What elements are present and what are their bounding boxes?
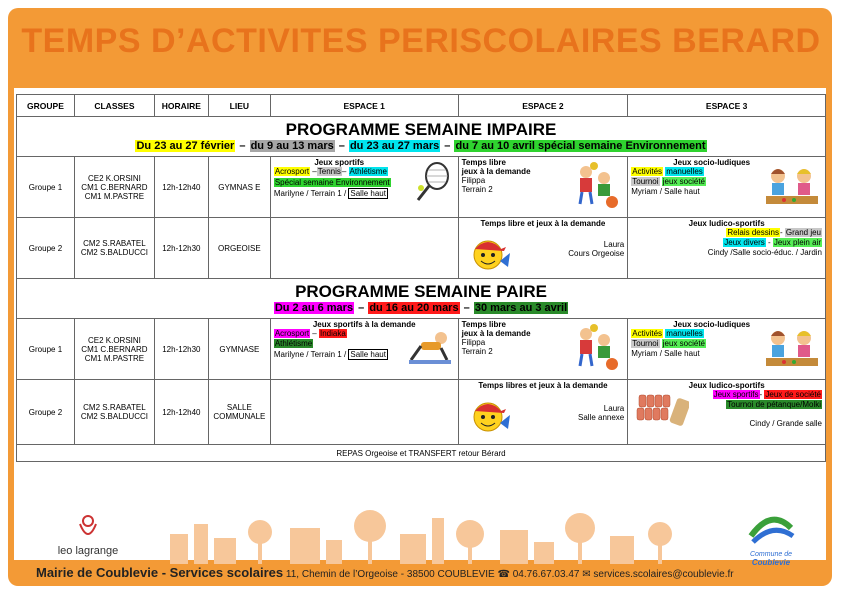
class-line: CM1 M.PASTRE [84, 353, 145, 363]
classes-cell [74, 157, 154, 218]
table-row [17, 157, 826, 218]
lieu-cell: GYMNAS E [208, 157, 270, 218]
col-classes: CLASSES [74, 95, 154, 117]
staff: Filippa [461, 338, 486, 347]
classes-cell [74, 218, 154, 279]
activity: Jeux plein air [773, 238, 821, 247]
kids-crafting-icon [764, 326, 820, 372]
sep: – [310, 167, 317, 176]
header-row [17, 95, 826, 117]
coublevie-logo-icon [747, 512, 795, 546]
staff: Marilyne / Terrain 1 / [273, 189, 349, 198]
repas-cell: REPAS Orgeoise et TRANSFERT retour Bérard [17, 445, 826, 462]
activity: Spécial semaine Environnement [274, 178, 390, 187]
groupe-cell: Groupe 2 [17, 218, 75, 279]
sep: - [779, 228, 785, 237]
col-groupe: GROUPE [17, 95, 75, 117]
groupe-cell: Groupe 1 [17, 319, 75, 380]
espace-2-cell [458, 218, 628, 279]
activity: jeux société [662, 339, 705, 348]
impaire-date-1: Du 23 au 27 février [136, 140, 235, 152]
activity-title: Jeux ludico-sportifs [688, 219, 765, 228]
activity: manuelles [666, 329, 703, 338]
classes-cell [74, 380, 154, 445]
col-espace-1: ESPACE 1 [270, 95, 458, 117]
contact-line [36, 565, 734, 580]
activity: Jeux divers [724, 238, 765, 247]
activity: Activités [632, 329, 663, 338]
lieu-cell: ORGEOISE [208, 218, 270, 279]
lieu-cell: GYMNASE [208, 319, 270, 380]
class-line: CM2 S.RABATEL [83, 403, 146, 412]
espace-3-cell [628, 380, 826, 445]
sep: – [460, 302, 473, 314]
staff: Cindy /Salle socio-éduc. / Jardin [707, 248, 822, 257]
staff: Laura [603, 240, 625, 249]
lieu-line: SALLE [226, 403, 252, 412]
town-skyline-decoration [150, 504, 710, 564]
location: Terrain 2 [461, 185, 493, 194]
activity-title: jeux à la demande [461, 329, 531, 338]
leo-lagrange-label: leo lagrange [57, 545, 119, 557]
espace-2-cell [458, 319, 628, 380]
commune-logo [738, 512, 804, 567]
horaire-cell: 12h-12h40 [154, 380, 208, 445]
activity: Jeux sportifs [713, 390, 759, 399]
activity-title: Temps libre [461, 320, 506, 329]
table-row [17, 380, 826, 445]
espace-1-cell [270, 218, 458, 279]
horaire-cell: 12h-12h30 [154, 218, 208, 279]
col-espace-3: ESPACE 3 [628, 95, 826, 117]
tennis-racket-icon [413, 162, 453, 202]
email: ✉ services.scolaires@coublevie.fr [579, 569, 734, 580]
horaire-cell: 12h-12h30 [154, 319, 208, 380]
leo-lagrange-symbol-icon [76, 514, 100, 540]
location-box: Salle haut [350, 189, 386, 198]
paire-date-3: 30 mars au 3 avril [474, 302, 568, 314]
molkky-skittles-icon [633, 393, 689, 429]
activity: Tennis [317, 167, 341, 176]
activity: Athlétisme [274, 339, 313, 348]
impaire-dates [20, 140, 822, 155]
class-line: CM1 M.PASTRE [84, 191, 145, 201]
activity: Athlétisme [349, 167, 387, 176]
location: Cours Orgeoise [568, 249, 625, 258]
staff: Filippa [461, 176, 486, 185]
espace-1-cell [270, 380, 458, 445]
activity: Grand jeu [785, 228, 821, 237]
class-line: CE2 K.ORSINI [87, 173, 141, 183]
paire-heading-row [17, 279, 826, 319]
paire-heading: PROGRAMME SEMAINE PAIRE [295, 282, 547, 301]
staff: Marilyne / Terrain 1 / [273, 350, 349, 359]
class-line: CM1 C.BERNARD [81, 182, 148, 192]
repas-row [17, 445, 826, 462]
impaire-heading-row [17, 117, 826, 157]
staff: Laura [603, 404, 625, 413]
paire-date-2: du 16 au 20 mars [369, 302, 459, 314]
lieu-line: COMMUNALE [213, 412, 266, 421]
class-line: CM2 S.BALDUCCI [80, 248, 148, 257]
acrosport-kid-icon [407, 330, 453, 366]
horaire-cell: 12h-12h40 [154, 157, 208, 218]
espace-3-cell [628, 218, 826, 279]
paire-dates [20, 302, 822, 317]
espace-3-cell [628, 157, 826, 218]
smiley-cap-icon [468, 393, 512, 439]
sep: – [355, 302, 368, 314]
activity: Tournoi [632, 177, 659, 186]
paire-date-1: Du 2 au 6 mars [274, 302, 354, 314]
impaire-date-3: du 23 au 27 mars [349, 140, 440, 152]
activity-title: Temps libres et jeux à la demande [478, 381, 608, 390]
activity: Tournoi [632, 339, 659, 348]
activity-title: Temps libre [461, 158, 506, 167]
class-line: CM2 S.RABATEL [83, 239, 146, 248]
staff: Myriam / Salle haut [631, 187, 700, 196]
class-line: CE2 K.ORSINI [87, 335, 141, 345]
impaire-date-2: du 9 au 13 mars [250, 140, 334, 152]
staff: Cindy / Grande salle [749, 419, 822, 428]
sep: - [765, 238, 773, 247]
location: Salle annexe [578, 413, 625, 422]
groupe-cell: Groupe 2 [17, 380, 75, 445]
staff: Myriam / Salle haut [631, 349, 700, 358]
sep: – [310, 329, 319, 338]
col-horaire: HORAIRE [154, 95, 208, 117]
activity: jeux société [662, 177, 705, 186]
commune-name: Coublevie [751, 558, 791, 567]
activity-title: Jeux ludico-sportifs [688, 381, 765, 390]
sep: – [341, 167, 349, 176]
activity-title: Jeux sportifs [314, 158, 365, 167]
table-row [17, 218, 826, 279]
commune-label: Commune de [749, 551, 793, 558]
activity: Tournoi de pétanque/Molki [727, 400, 821, 409]
smiley-cap-icon [468, 231, 512, 275]
activity-title: Jeux socio-ludiques [673, 320, 751, 329]
activity-title: jeux à la demande [461, 167, 531, 176]
activity: Jeux de société [765, 390, 821, 399]
espace-2-cell [458, 157, 628, 218]
leo-lagrange-logo [48, 514, 128, 557]
phone: ☎ 04.76.67.03.47 [494, 569, 580, 580]
impaire-heading: PROGRAMME SEMAINE IMPAIRE [285, 120, 557, 139]
activity: manuelles [666, 167, 703, 176]
espace-1-cell [270, 157, 458, 218]
table-row [17, 319, 826, 380]
activity: Activités [632, 167, 663, 176]
location-box: Salle haut [350, 350, 386, 359]
activity: Acrosport [274, 167, 310, 176]
kids-crafting-icon [764, 164, 820, 210]
activity-title: Jeux socio-ludiques [673, 158, 751, 167]
col-lieu: LIEU [208, 95, 270, 117]
sep: – [441, 140, 454, 152]
kids-playing-icon [568, 160, 620, 212]
address: 11, Chemin de l’Orgeoise - 38500 COUBLEVIE [283, 569, 495, 580]
schedule-table [16, 94, 826, 462]
page-title: TEMPS D’ACTIVITES PERISCOLAIRES BERARD [21, 22, 821, 60]
class-line: CM2 S.BALDUCCI [80, 412, 148, 421]
sep: - [759, 390, 765, 399]
mairie-label: Mairie de Coublevie - Services scolaires [36, 565, 284, 580]
sep: – [236, 140, 249, 152]
activity: Indiaka [319, 329, 346, 338]
location: Terrain 2 [461, 347, 493, 356]
activity: Acrosport [274, 329, 310, 338]
espace-2-cell [458, 380, 628, 445]
espace-1-cell [270, 319, 458, 380]
kids-playing-icon [568, 322, 620, 374]
impaire-date-4: du 7 au 10 avril spécial semaine Environnement [455, 140, 706, 152]
sep: – [335, 140, 348, 152]
lieu-cell [208, 380, 270, 445]
classes-cell [74, 319, 154, 380]
espace-3-cell [628, 319, 826, 380]
activity-title: Jeux sportifs à la demande [312, 320, 416, 329]
col-espace-2: ESPACE 2 [458, 95, 628, 117]
groupe-cell: Groupe 1 [17, 157, 75, 218]
class-line: CM1 C.BERNARD [81, 344, 148, 354]
activity-title: Temps libre et jeux à la demande [480, 219, 606, 228]
activity: Relais dessins [727, 228, 779, 237]
